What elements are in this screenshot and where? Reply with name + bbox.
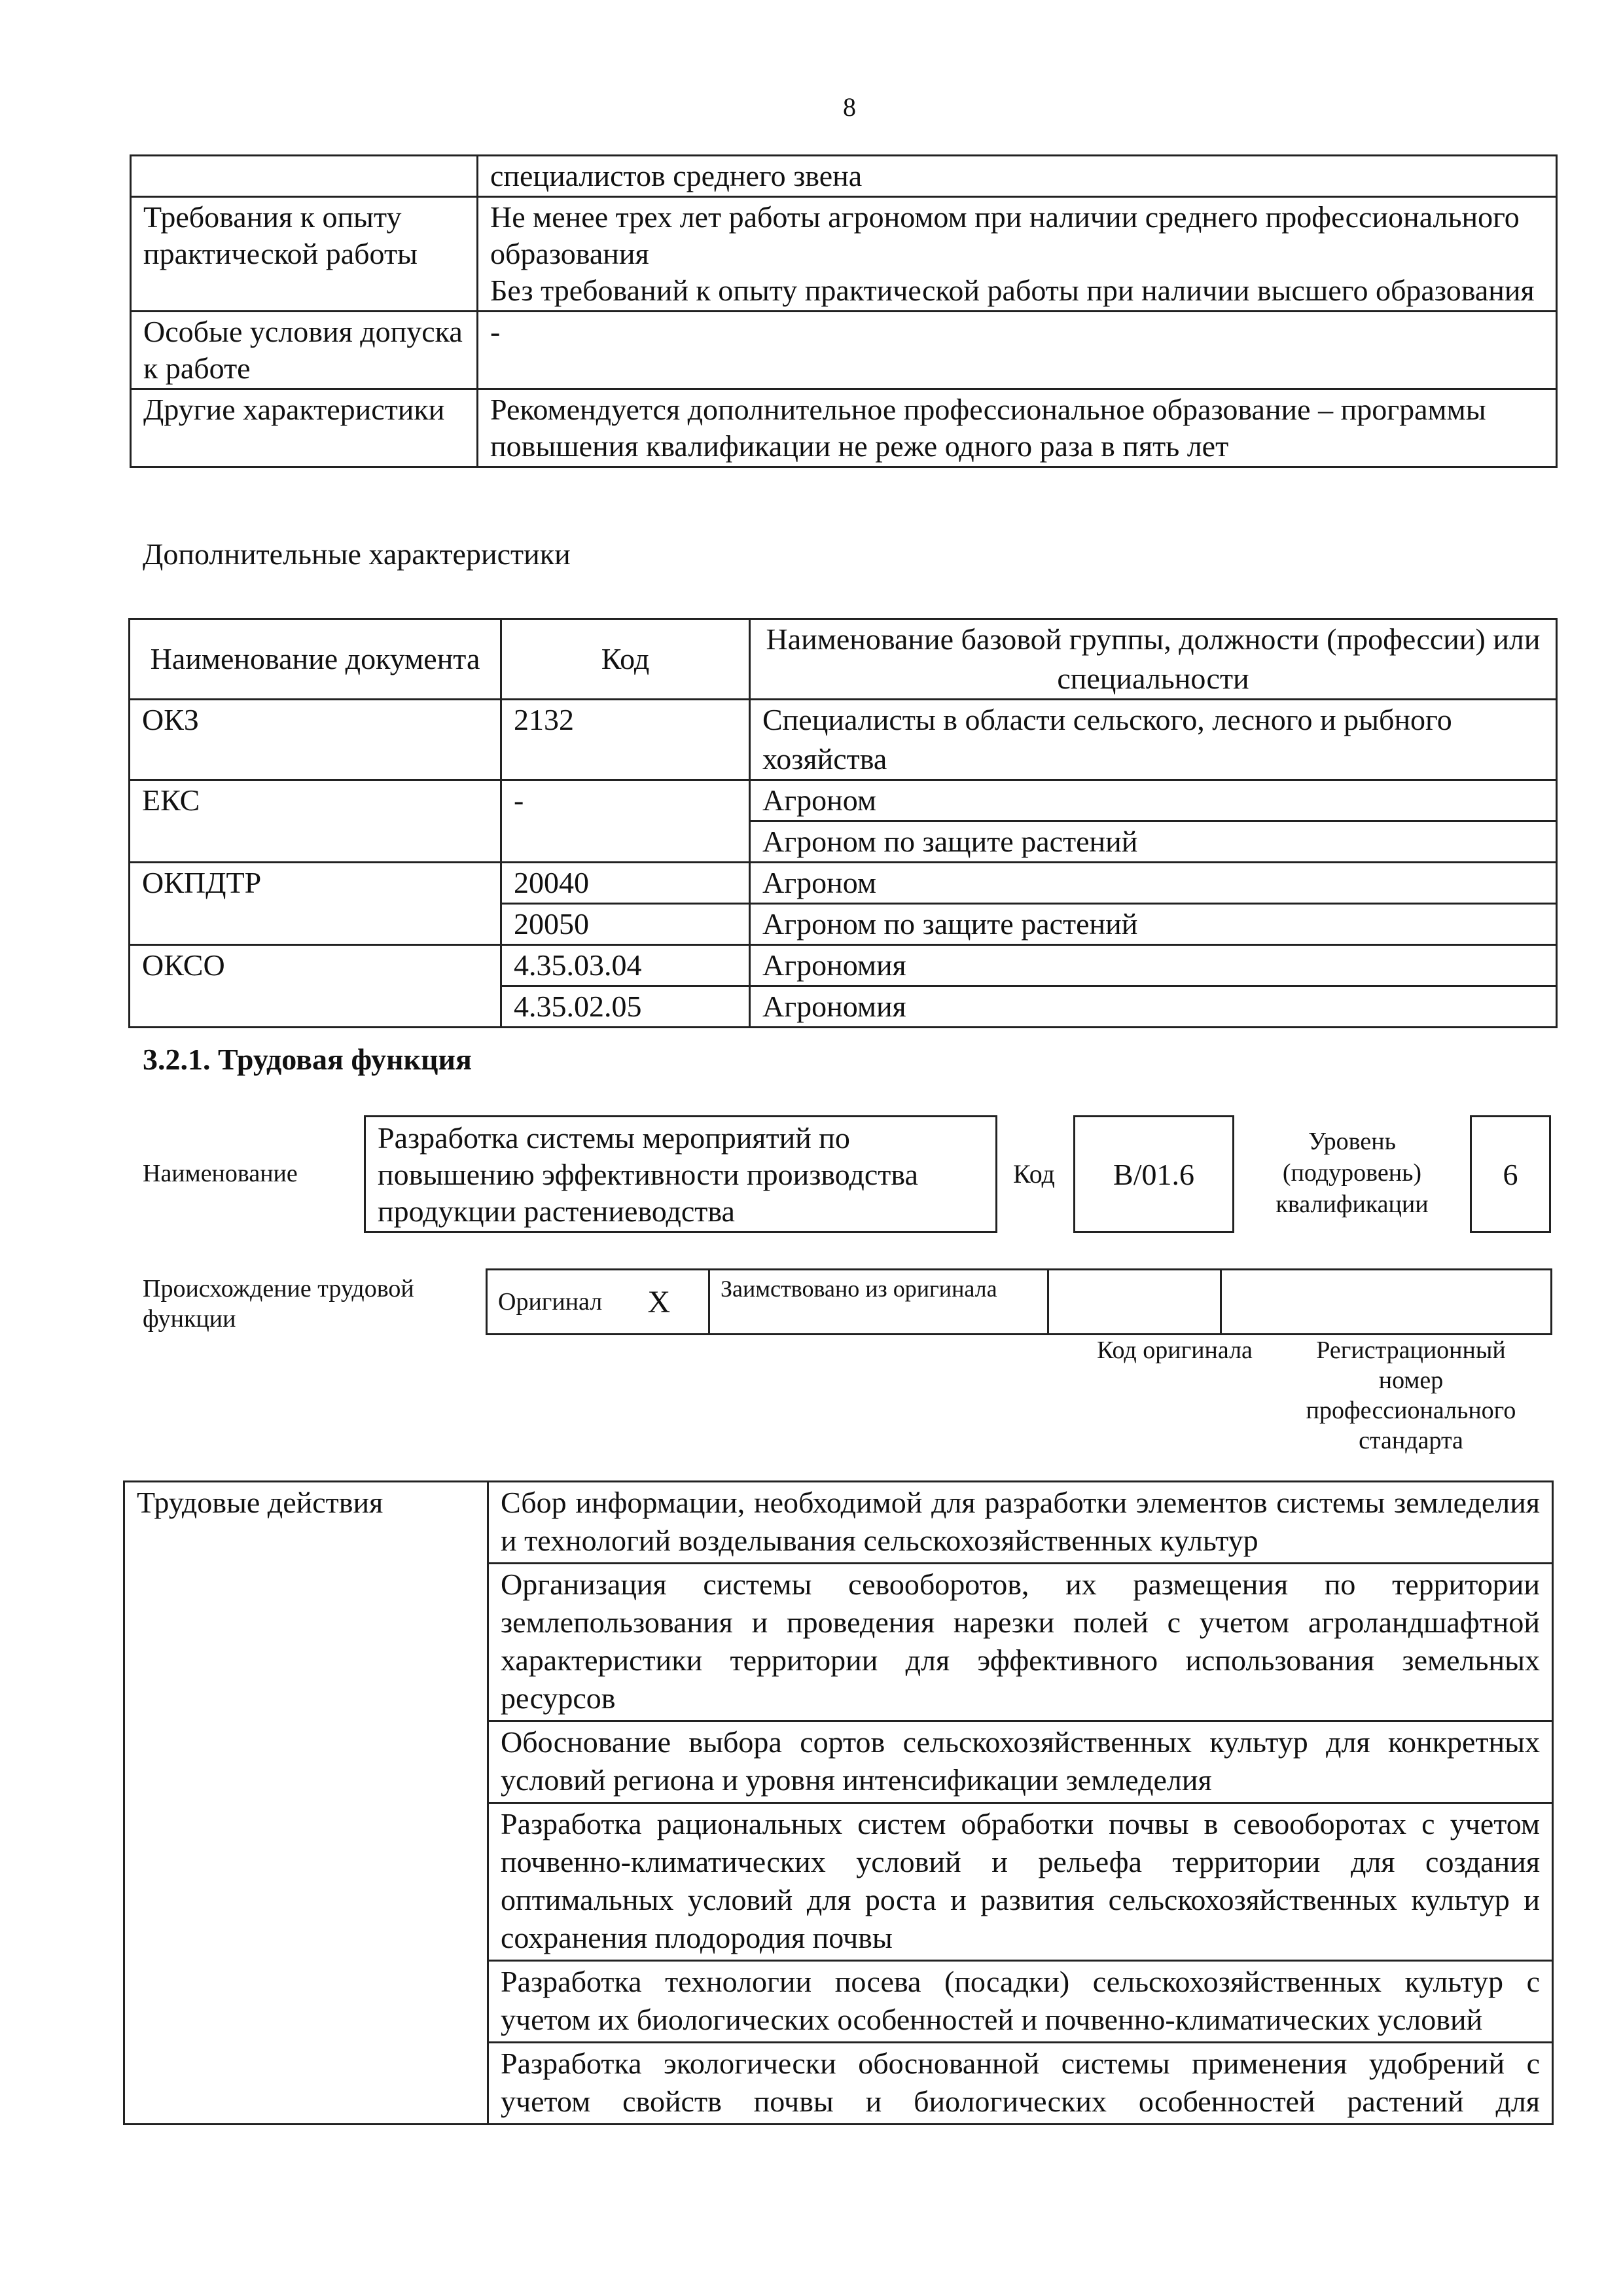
req-label: Требования к опыту практической работы [131,197,478,312]
req-value [478,197,1557,312]
cell-name: Агроном по защите растений [750,821,1557,863]
cell-name: Специалисты в области сельского, лесного и рыбного хозяйства [750,700,1557,780]
table-header-row [130,619,1557,700]
table-row [131,197,1557,312]
reg-number-label: Регистрационный номер профессионального стандарта [1306,1336,1516,1454]
table-row [131,389,1557,467]
cell-code: - [501,780,750,821]
table-row [130,904,1557,945]
header-doc: Наименование документа [130,619,501,700]
qualification-level: 6 [1470,1115,1551,1233]
cell-name: Агрономия [750,986,1557,1028]
req-value-line: Без требований к опыту практической работы при наличии высшего образования [490,274,1535,307]
cell-name: Агроном по защите растений [750,904,1557,945]
table-row [130,700,1557,780]
table-row [124,1482,1553,1564]
additional-table [128,618,1558,1028]
reg-number-cell [1221,1270,1552,1335]
original-label: Оригинал [487,1270,637,1335]
cell-name: Агрономия [750,945,1557,986]
cell-code: 20050 [501,904,750,945]
labor-action-item: Разработка технологии посева (посадки) сельскохозяйственных культур с учетом их биологических особенностей и почвенно-климатических условий [488,1961,1553,2043]
function-code: В/01.6 [1073,1115,1234,1233]
cell-doc: ОКЗ [130,700,501,780]
cell-code [501,821,750,863]
cell-code: 2132 [501,700,750,780]
table-row [131,312,1557,389]
header-name: Наименование базовой группы, должности (профессии) или специальности [750,619,1557,700]
origin-label: Происхождение трудовой функции [143,1275,414,1333]
labor-actions-table [123,1480,1554,2125]
req-value [478,156,1557,197]
table-row [130,945,1557,986]
cell-doc: ЕКС [130,780,501,821]
code-original-cell [1048,1270,1221,1335]
labor-action-item: Разработка экологически обоснованной системы применения удобрений с учетом свойств почвы и биологических особенностей растений для [488,2043,1553,2125]
cell-doc [130,821,501,863]
req-value-line: специалистов среднего звена [490,159,863,192]
code-original-label: Код оригинала [1097,1336,1253,1364]
req-value [478,389,1557,467]
function-name: Разработка системы мероприятий по повышению эффективности производства продукции растениеводства [364,1115,997,1233]
req-label: Другие характеристики [131,389,478,467]
req-label [131,156,478,197]
cell-doc [130,986,501,1028]
table-row [131,156,1557,197]
req-label: Особые условия допуска к работе [131,312,478,389]
cell-doc [130,904,501,945]
cell-name: Агроном [750,863,1557,904]
borrowed-label: Заимствовано из оригинала [709,1270,1048,1335]
qualification-level-label: Уровень (подуровень) квалификации [1275,1128,1429,1218]
labor-action-item: Сбор информации, необходимой для разработки элементов системы земледелия и технологий возделывания сельскохозяйственных культур [488,1482,1553,1564]
table-row [130,821,1557,863]
page-number: 8 [843,92,856,122]
labor-action-item: Разработка рациональных систем обработки почвы в севооборотах с учетом почвенно-климатических условий и рельефа территории для создания оптимальных условий для роста и развития сельскохозяйственных культур и сохранения плодородия почвы [488,1803,1553,1961]
cell-name: Агроном [750,780,1557,821]
requirements-table [130,154,1558,468]
cell-doc: ОКПДТР [130,863,501,904]
req-value [478,312,1557,389]
origin-table [486,1268,1552,1335]
additional-title: Дополнительные характеристики [143,537,571,571]
labor-actions-label: Трудовые действия [124,1482,488,2125]
req-value-line: - [490,315,501,348]
table-row [130,780,1557,821]
header-code: Код [501,619,750,700]
req-value-line: Не менее трех лет работы агрономом при наличии среднего профессионального образования [490,200,1520,270]
cell-code: 4.35.02.05 [501,986,750,1028]
cell-code: 20040 [501,863,750,904]
labor-action-item: Организация системы севооборотов, их размещения по территории землепользования и проведения нарезки полей с учетом агроландшафтной характеристики территории для эффективного использования земельных ресурсов [488,1564,1553,1721]
labor-action-item: Обоснование выбора сортов сельскохозяйственных культур для конкретных условий региона и уровня интенсификации земледелия [488,1721,1553,1803]
function-code-label: Код [1013,1159,1055,1189]
table-row [130,863,1557,904]
cell-code: 4.35.03.04 [501,945,750,986]
req-value-line: Рекомендуется дополнительное профессиональное образование – программы повышения квалификации не реже одного раза в пять лет [490,393,1486,463]
section-title: 3.2.1. Трудовая функция [143,1043,472,1076]
cell-doc: ОКСО [130,945,501,986]
function-name-label: Наименование [143,1160,298,1187]
original-mark: X [637,1270,709,1335]
table-row [487,1270,1552,1335]
table-row [130,986,1557,1028]
